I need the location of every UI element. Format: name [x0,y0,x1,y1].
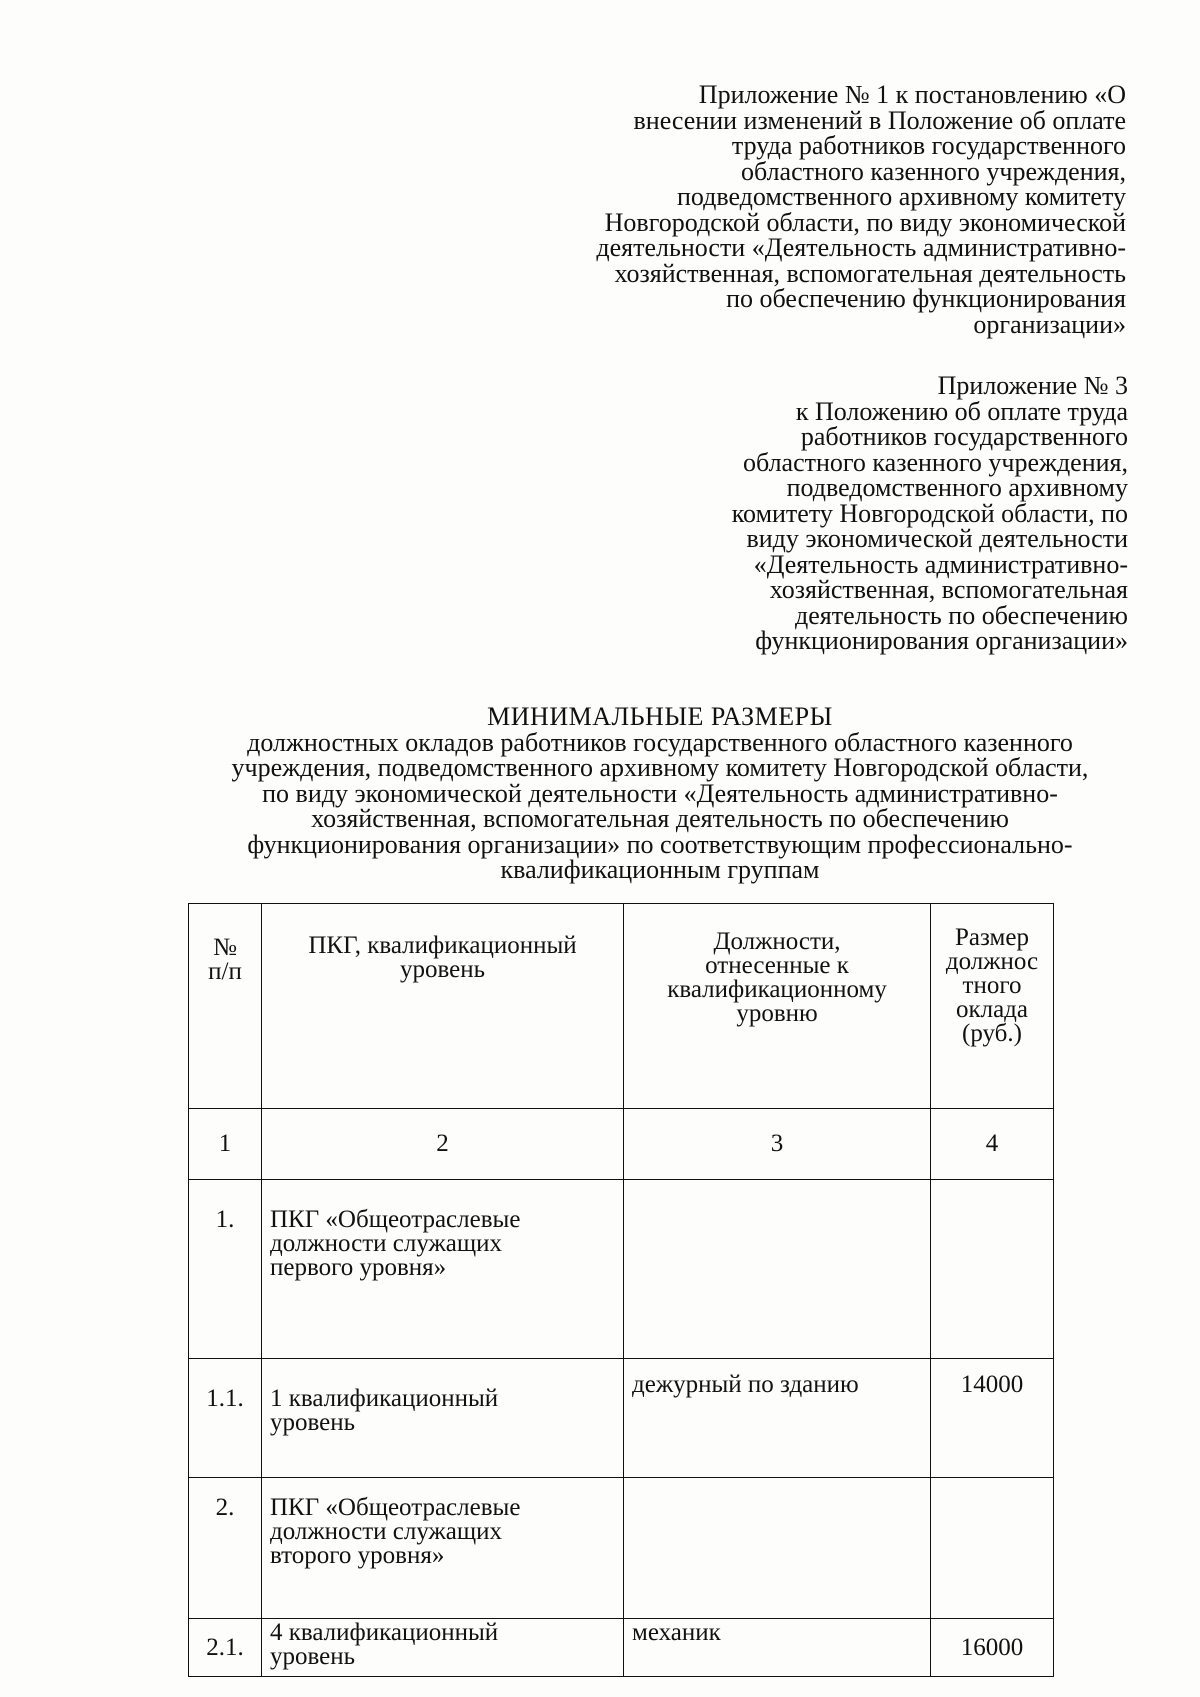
header-text: отнесенные к [705,952,849,979]
annex-1-line: деятельности «Деятельность административно- [596,233,1126,262]
annex-1-line: Приложение № 1 к постановлению «О [698,80,1126,109]
header-number-cell [189,904,262,1109]
pkg-text: должности служащих [270,1230,503,1257]
salary-table [188,903,1054,1677]
header-text: уровню [736,1000,818,1027]
annex-1-line: труда работников государственного [731,131,1126,160]
row-number-cell: 1.1. [189,1359,262,1478]
table-header-row [189,904,1054,1109]
header-pkg-cell [262,904,624,1109]
title-line: учреждения, подведомственного архивному комитету Новгородской области, [231,753,1089,782]
annex-3-line: работников государственного [800,422,1128,451]
annex-1-line: по обеспечению функционирования [726,284,1126,313]
pkg-text: ПКГ «Общеотраслевые [270,1206,521,1233]
pkg-text: 4 квалификационный [270,1619,499,1646]
header-text: уровень [399,956,486,983]
annex-3-line: деятельность по обеспечению [795,600,1128,630]
row-position-cell [624,1478,931,1619]
annex-3-line: хозяйственная, вспомогательная [769,575,1128,604]
annex-1-line: организации» [973,309,1126,339]
column-number-cell: 3 [624,1109,931,1180]
row-pkg-cell [262,1478,624,1619]
pkg-text: ПКГ «Общеотраслевые [270,1494,521,1521]
row-salary-cell: 14000 [931,1359,1054,1478]
row-position-cell: механик [624,1619,931,1677]
header-text: п/п [208,958,242,985]
header-text: (руб.) [962,1020,1022,1047]
annex-1-line: подведомственного архивному комитету [676,182,1126,211]
table-row [189,1359,1054,1478]
row-number-cell: 2.1. [189,1619,262,1677]
pkg-text: уровень [270,1643,356,1670]
row-number-cell: 1. [189,1180,262,1359]
annex-3-note [660,373,1128,654]
annex-1-note [540,82,1126,337]
title-heading: МИНИМАЛЬНЫЕ РАЗМЕРЫ [487,702,833,731]
annex-3-line: областного казенного учреждения, [743,447,1128,477]
header-text: Размер [955,924,1029,951]
document-title [170,704,1150,883]
title-line: должностных окладов работников государственного областного казенного [247,727,1073,757]
row-pkg-cell [262,1359,624,1478]
title-line: хозяйственная, вспомогательная деятельность по обеспечению [311,804,1009,833]
pkg-text: должности служащих [270,1518,503,1545]
column-number-cell: 4 [931,1109,1054,1180]
row-pkg-cell [262,1619,624,1677]
row-salary-cell [931,1180,1054,1359]
salary-table-wrapper [188,903,1054,1677]
header-text: должнос [945,948,1039,975]
pkg-text: уровень [270,1409,356,1436]
header-text: № [213,934,237,961]
column-number-row [189,1109,1054,1180]
row-salary-cell: 16000 [931,1619,1054,1677]
header-positions-cell [624,904,931,1109]
row-position-cell: дежурный по зданию [624,1359,931,1478]
title-line: функционирования организации» по соответствующим профессионально- [247,829,1073,859]
column-number-cell: 2 [262,1109,624,1180]
annex-3-line: виду экономической деятельности [746,524,1128,553]
header-text: тного [962,972,1022,999]
title-line: квалификационным группам [500,855,820,884]
pkg-text: второго уровня» [270,1542,445,1569]
header-text: ПКГ, квалификационный [308,932,577,959]
annex-3-line: функционирования организации» [755,626,1128,655]
annex-1-line: Новгородской области, по виду экономической [604,207,1126,237]
table-row [189,1619,1054,1677]
annex-3-line: к Положению об оплате труда [795,396,1128,426]
column-number-cell: 1 [189,1109,262,1180]
annex-3-line: подведомственного архивному [786,473,1128,502]
pkg-text: первого уровня» [270,1254,447,1281]
pkg-text: 1 квалификационный [270,1385,499,1412]
annex-3-line: Приложение № 3 [937,371,1128,400]
row-salary-cell [931,1478,1054,1619]
title-line: по виду экономической деятельности «Деятельность административно- [262,778,1058,808]
header-salary-cell [931,904,1054,1109]
annex-1-line: областного казенного учреждения, [741,156,1126,186]
header-text: оклада [955,996,1029,1023]
row-pkg-cell [262,1180,624,1359]
table-row [189,1180,1054,1359]
row-position-cell [624,1180,931,1359]
annex-3-line: комитету Новгородской области, по [731,498,1128,528]
annex-1-line: внесении изменений в Положение об оплате [633,105,1126,135]
annex-1-line: хозяйственная, вспомогательная деятельность [614,258,1126,288]
row-number-cell: 2. [189,1478,262,1619]
header-text: Должности, [713,928,841,955]
table-row [189,1478,1054,1619]
annex-3-line: «Деятельность административно- [753,549,1128,579]
header-text: квалификационному [667,976,887,1003]
